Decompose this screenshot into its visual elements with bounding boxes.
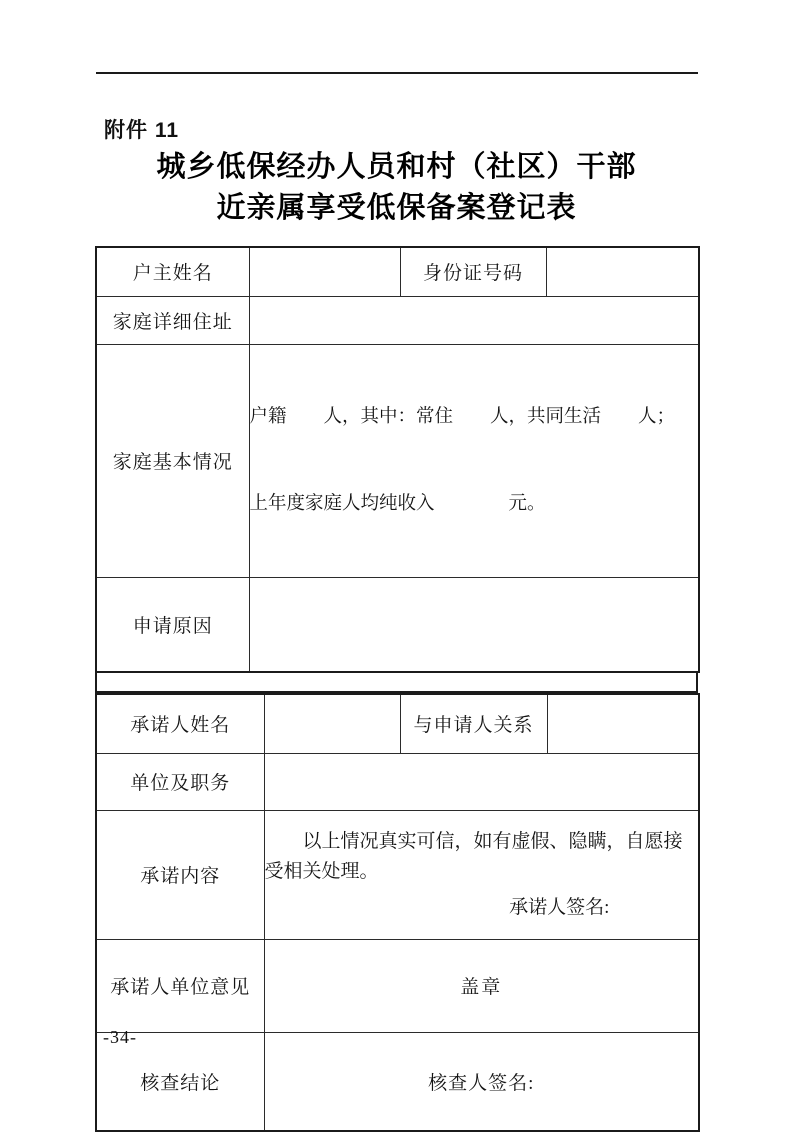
verification-conclusion-field bbox=[264, 1032, 699, 1131]
household-head-name-field bbox=[249, 247, 400, 296]
table-row bbox=[96, 694, 699, 753]
promise-content-label: 承诺内容 bbox=[96, 810, 264, 939]
table-row bbox=[96, 1032, 699, 1131]
unit-position-label: 单位及职务 bbox=[96, 753, 264, 810]
page-title-line1: 城乡低保经办人员和村（社区）干部 bbox=[156, 151, 637, 183]
header-rule bbox=[96, 72, 698, 74]
page-title-line2: 近亲属享受低保备案登记表 bbox=[216, 192, 577, 224]
section-separator bbox=[95, 673, 698, 693]
id-number-label: 身份证号码 bbox=[400, 247, 546, 296]
family-basic-line2: 上年度家庭人均纯收入 元。 bbox=[249, 493, 546, 514]
promiser-section-table bbox=[95, 693, 700, 1132]
id-number-field bbox=[546, 247, 699, 296]
table-row bbox=[96, 810, 699, 939]
family-basic-field bbox=[249, 344, 699, 577]
registration-form bbox=[95, 246, 698, 1132]
relation-label: 与申请人关系 bbox=[400, 694, 547, 753]
table-row bbox=[96, 753, 699, 810]
family-basic-line1: 户籍 人，其中：常住 人，共同生活 人； bbox=[249, 406, 676, 427]
household-head-name-label: 户主姓名 bbox=[96, 247, 249, 296]
application-reason-label: 申请原因 bbox=[96, 577, 249, 672]
application-reason-field bbox=[249, 577, 699, 672]
table-row bbox=[96, 577, 699, 672]
family-basic-label: 家庭基本情况 bbox=[96, 344, 249, 577]
promise-content-field bbox=[264, 810, 699, 939]
table-row bbox=[96, 296, 699, 344]
relation-field bbox=[547, 694, 699, 753]
attachment-label: 附件 11 bbox=[104, 119, 180, 142]
promiser-name-field bbox=[264, 694, 400, 753]
table-row bbox=[96, 344, 699, 577]
seal-label: 盖章 bbox=[460, 977, 503, 998]
unit-opinion-field bbox=[264, 939, 699, 1032]
address-label: 家庭详细住址 bbox=[96, 296, 249, 344]
unit-opinion-label: 承诺人单位意见 bbox=[96, 939, 264, 1032]
table-row bbox=[96, 247, 699, 296]
table-row bbox=[96, 939, 699, 1032]
unit-position-field bbox=[264, 753, 699, 810]
address-field bbox=[249, 296, 699, 344]
promiser-name-label: 承诺人姓名 bbox=[96, 694, 264, 753]
promiser-signature-label: 承诺人签名: bbox=[509, 896, 610, 918]
page-number: -34- bbox=[103, 1027, 137, 1047]
promise-statement: 以上情况真实可信，如有虚假、隐瞒，自愿接受相关处理。 bbox=[264, 830, 683, 882]
verification-conclusion-label: 核查结论 bbox=[96, 1032, 264, 1131]
verifier-signature-label: 核查人签名: bbox=[428, 1072, 535, 1094]
page-title bbox=[95, 147, 698, 229]
household-section-table bbox=[95, 246, 700, 673]
